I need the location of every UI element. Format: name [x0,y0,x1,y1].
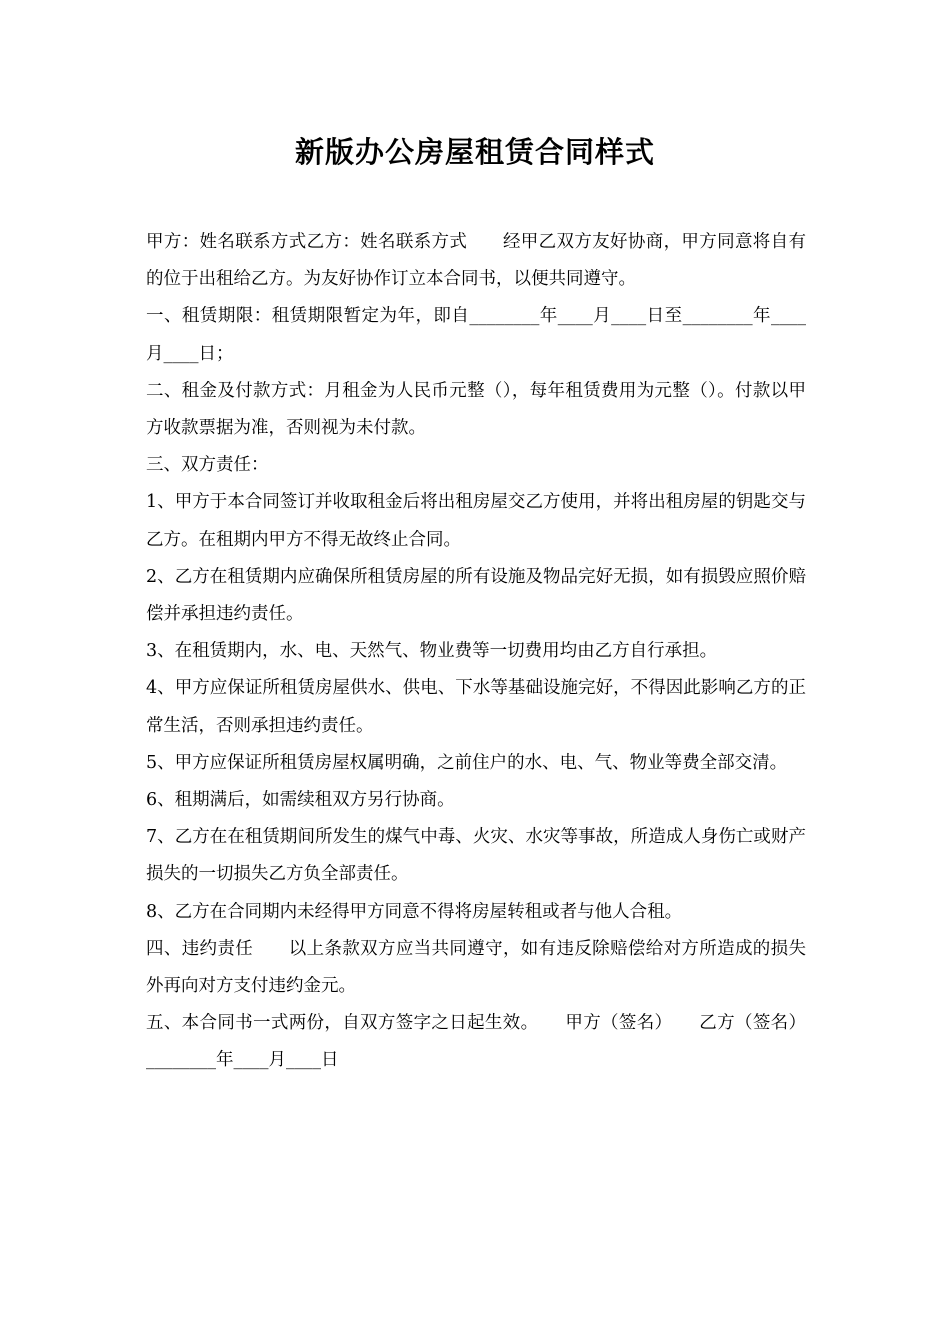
paragraph-rent-payment: 二、租金及付款方式：月租金为人民币元整（），每年租赁费用为元整（）。付款以甲方收款票据为准，否则视为未付款。 [146,380,806,439]
paragraph-lease-term: 一、租赁期限：租赁期限暂定为年，即自________年____月____日至________年____月____日； [146,306,806,364]
paragraph-clause-5: 5、甲方应保证所租赁房屋权属明确，之前住户的水、电、气、物业等费全部交清。 [146,752,788,773]
document-title: 新版办公房屋租赁合同样式 [294,135,655,169]
paragraph-breach: 四、违约责任 以上条款双方应当共同遵守，如有违反除赔偿给对方所造成的损失外再向对方支付违约金元。 [146,938,806,997]
paragraph-parties: 甲方：姓名联系方式乙方：姓名联系方式 经甲乙双方友好协商，甲方同意将自有的位于出租给乙方。为友好协作订立本合同书，以便共同遵守。 [146,232,806,290]
paragraph-responsibilities-heading: 三、双方责任： [146,455,269,476]
paragraph-clause-2: 2、乙方在租赁期内应确保所租赁房屋的所有设施及物品完好无损，如有损毁应照价赔偿并承担违约责任。 [146,566,806,625]
paragraph-clause-8: 8、乙方在合同期内未经得甲方同意不得将房屋转租或者与他人合租。 [146,901,683,922]
paragraph-clause-3: 3、在租赁期内，水、电、天然气、物业费等一切费用均由乙方自行承担。 [146,641,718,662]
paragraph-clause-7: 7、乙方在在租赁期间所发生的煤气中毒、火灾、水灾等事故，所造成人身伤亡或财产损失的一切损失乙方负全部责任。 [146,827,806,885]
paragraph-signature: 五、本合同书一式两份，自双方签字之日起生效。 甲方（签名） 乙方（签名）________年____月____日 [146,1013,806,1071]
document-body [146,224,806,1080]
paragraph-clause-4: 4、甲方应保证所租赁房屋供水、供电、下水等基础设施完好，不得因此影响乙方的正常生活，否则承担违约责任。 [146,678,806,736]
paragraph-clause-6: 6、租期满后，如需续租双方另行协商。 [146,790,455,811]
paragraph-clause-1: 1、甲方于本合同签订并收取租金后将出租房屋交乙方使用，并将出租房屋的钥匙交与乙方。在租期内甲方不得无故终止合同。 [146,492,806,550]
